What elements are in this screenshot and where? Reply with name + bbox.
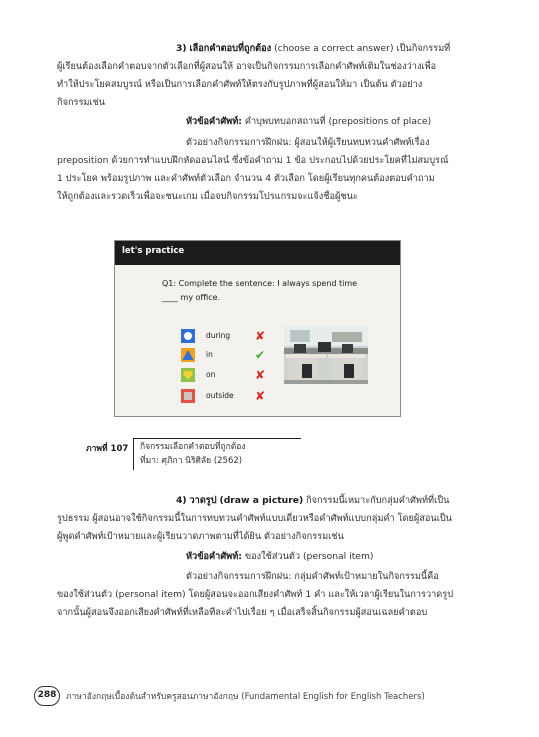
option-during[interactable]: during [206, 331, 231, 340]
section3-line-3: ทำให้ประโยคสมบูรณ์ หรือเป็นการเลือกคำศัพท์ให้ตรงกับรูปภาพที่ผู้สอนให้มา เป็นต้น ตัวอย่าง [57, 79, 423, 90]
section4-topic-label: หัวข้อคำศัพท์: [186, 551, 242, 562]
heart-icon[interactable] [181, 368, 195, 382]
figure-caption-source: ที่มา: ศุภิกา นิริศิลัย (2562) [140, 456, 243, 466]
slide-title: let's practice [122, 246, 185, 256]
section4-heading [176, 492, 449, 510]
section4-number: 4) [176, 495, 187, 506]
wrong-mark-icon: ✘ [255, 329, 266, 343]
question-line-1: Q1: Complete the sentence: I always spend time [162, 279, 358, 288]
triangle-icon[interactable] [181, 348, 195, 362]
section4-line-3: ผู้พูดคำศัพท์เป้าหมายและผู้เรียนวาดภาพตามที่ได้ยิน ตัวอย่างกิจกรรมเช่น [57, 531, 344, 542]
section4-title-rest: กิจกรรมนี้เหมาะกับกลุ่มคำศัพท์ที่เป็น [306, 495, 450, 506]
section3-example-line-4: ให้ถูกต้องและรวดเร็วเพื่อจะชนะเกม เมื่อจบกิจกรรมโปรแกรมจะแจ้งชื่อผู้ชนะ [57, 191, 358, 202]
circle-icon[interactable] [181, 329, 195, 343]
section4-title-english: (draw a picture) [219, 495, 304, 506]
section3-line-4: กิจกรรมเช่น [57, 97, 106, 108]
square-icon[interactable] [181, 389, 195, 403]
section3-line-2: ผู้เรียนต้องเลือกคำตอบจากตัวเลือกที่ผู้สอนให้ อาจเป็นกิจกรรมการเลือกคำศัพท์เติมในช่องว่างเพื่อ [57, 61, 437, 72]
slide-title-bar [115, 241, 400, 265]
page-number: 288 [34, 686, 60, 706]
wrong-mark-icon: ✘ [255, 368, 266, 382]
option-on[interactable]: on [206, 370, 216, 379]
section3-topic [186, 113, 431, 131]
section3-example-line-2: preposition ด้วยการทำแบบฝึกหัดออนไลน์ ซึ่งข้อคำถาม 1 ข้อ ประกอบไปด้วยประโยคที่ไม่สมบูรณ์ [57, 155, 449, 166]
caption-rule-horizontal [133, 438, 301, 439]
section4-example-line-2: ของใช้ส่วนตัว (personal item) โดยผู้สอนจะออกเสียงคำศัพท์ 1 คำ และให้เวลาผู้เรียนในการวาดรูป [57, 589, 454, 600]
section4-topic-value: ของใช้ส่วนตัว (personal item) [244, 551, 374, 562]
section3-title-rest: เป็นกิจกรรมที่ [396, 43, 451, 54]
figure-caption-title: กิจกรรมเลือกคำตอบที่ถูกต้อง [140, 442, 246, 452]
section4-title-thai: วาดรูป [189, 495, 217, 506]
section3-title-english: (choose a correct answer) [274, 43, 394, 54]
section4-example-line-3: จากนั้นผู้สอนจึงออกเสียงคำศัพท์ที่เหลือทีละคำไปเรื่อย ๆ เมื่อเสร็จสิ้นกิจกรรมผู้สอนเฉลยคำตอบ [57, 607, 428, 618]
section4-line-2: รูปธรรม ผู้สอนอาจใช้กิจกรรมนี้ในการทบทวนคำศัพท์แบบเดี่ยวหรือคำศัพท์แบบกลุ่มคำ โดยผู้สอนเป็น [57, 513, 452, 524]
caption-rule-vertical [133, 438, 134, 470]
option-in[interactable]: in [206, 350, 213, 359]
section3-heading [176, 40, 450, 58]
figure-label: ภาพที่ 107 [86, 444, 129, 454]
practice-slide [114, 240, 401, 417]
section3-topic-value: คำบุพบทบอกสถานที่ (prepositions of place) [244, 116, 432, 127]
section4-topic [186, 548, 373, 566]
question-line-2: ____ my office. [162, 293, 221, 302]
check-mark-icon: ✔ [255, 348, 266, 362]
option-outside[interactable]: outside [206, 391, 234, 400]
office-photo [284, 326, 368, 384]
section3-number: 3) [176, 43, 187, 54]
section3-example-line-1: ตัวอย่างกิจกรรมการฝึกฝน: ผู้สอนให้ผู้เรียนทบทวนคำศัพท์เรื่อง [186, 137, 430, 148]
section3-topic-label: หัวข้อคำศัพท์: [186, 116, 242, 127]
section3-title-thai: เลือกคำตอบที่ถูกต้อง [189, 43, 272, 54]
section3-example-line-3: 1 ประโยค พร้อมรูปภาพ และคำศัพท์ตัวเลือก จำนวน 4 ตัวเลือก โดยผู้เรียนทุกคนต้องตอบคำถาม [57, 173, 435, 184]
wrong-mark-icon: ✘ [255, 389, 266, 403]
running-footer-title: ภาษาอังกฤษเบื้องต้นสำหรับครูสอนภาษาอังกฤษ (Fundamental English for English Teachers) [66, 692, 425, 702]
section4-example-line-1: ตัวอย่างกิจกรรมการฝึกฝน: กลุ่มคำศัพท์เป้าหมายในกิจกรรมนี้คือ [186, 571, 439, 582]
